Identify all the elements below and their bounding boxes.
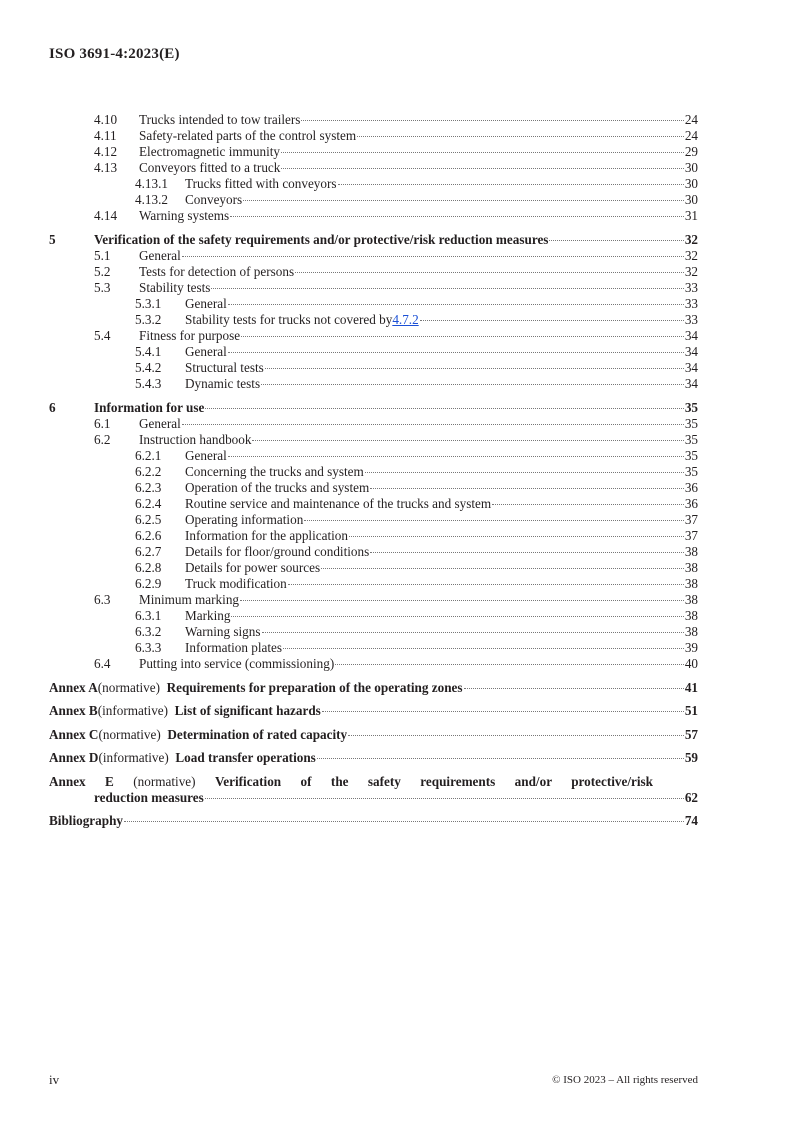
toc-entry-page: 35 — [684, 448, 698, 463]
dot-leader — [283, 648, 684, 649]
toc-entry-title: Truck modification — [185, 576, 287, 591]
dot-leader — [370, 488, 684, 489]
toc-annex-entry[interactable] — [49, 727, 698, 743]
toc-entry-title: Routine service and maintenance of the trucks and system — [185, 496, 492, 511]
dot-leader — [370, 552, 684, 553]
toc-entry-title: Verification of the safety requirements and/or protective/risk reduction measures — [94, 232, 549, 247]
toc-entry[interactable] — [49, 312, 698, 328]
toc-entry[interactable] — [49, 232, 698, 248]
toc-entry-title: Electromagnetic immunity — [139, 144, 280, 159]
toc-entry-number: 4.13 — [94, 160, 118, 175]
toc-entry-number: 6.4 — [94, 656, 111, 671]
toc-entry-title: Stability tests — [139, 280, 211, 295]
toc-entry-page: 30 — [684, 160, 698, 175]
toc-entry-page: 32 — [684, 232, 698, 247]
toc-entry-page: 36 — [684, 496, 698, 511]
toc-entry-page: 32 — [684, 248, 698, 263]
toc-entry-number: 5.4 — [94, 328, 111, 343]
annex-page: 41 — [684, 679, 698, 695]
dot-leader — [182, 256, 684, 257]
toc-entry-title: Tests for detection of persons — [139, 264, 295, 279]
toc-entry-title: Warning systems — [139, 208, 230, 223]
toc-entry-number: 6.2 — [94, 432, 111, 447]
toc-entry[interactable] — [49, 296, 698, 312]
toc-entry[interactable] — [49, 624, 698, 640]
annex-kind: (informative) — [98, 750, 169, 765]
dot-leader — [335, 664, 684, 665]
dot-leader — [301, 120, 683, 121]
toc-entry-number: 6.2.6 — [135, 528, 162, 543]
toc-entry-page: 31 — [684, 208, 698, 223]
toc-entry-page: 38 — [684, 592, 698, 607]
annex-name: Annex C — [49, 726, 99, 742]
dot-leader — [205, 798, 684, 799]
dot-leader — [549, 240, 683, 241]
toc-entry-title: Instruction handbook — [139, 432, 252, 447]
toc-entry-number: 5.4.1 — [135, 344, 162, 359]
dot-leader — [420, 320, 684, 321]
toc-entry[interactable] — [49, 608, 698, 624]
toc-entry[interactable] — [49, 376, 698, 392]
toc-annex-entry[interactable] — [49, 750, 698, 766]
dot-leader — [228, 304, 684, 305]
toc-annex-entry[interactable] — [49, 703, 698, 719]
annex-kind: (normative) — [98, 726, 161, 742]
toc-entry-number: 5.2 — [94, 264, 111, 279]
toc-annex-e-line2[interactable] — [49, 790, 698, 806]
toc-entry-page: 37 — [684, 528, 698, 543]
dot-leader — [288, 584, 684, 585]
dot-leader — [262, 632, 684, 633]
toc-entry-title: Information plates — [185, 640, 283, 655]
toc-entry[interactable] — [49, 496, 698, 512]
toc-entry-number: 4.11 — [94, 128, 117, 143]
toc-entry[interactable] — [49, 176, 698, 192]
toc-entry-title: Concerning the trucks and system — [185, 464, 364, 479]
dot-leader — [365, 472, 684, 473]
annex-name: Annex E — [49, 773, 114, 789]
toc-entry-number: 6.2.7 — [135, 544, 162, 559]
dot-leader — [338, 184, 684, 185]
toc-entry-title: Structural tests — [185, 360, 264, 375]
copyright-notice: © ISO 2023 – All rights reserved — [552, 1074, 698, 1086]
toc-entry-page: 33 — [684, 296, 698, 311]
toc-cross-reference-link[interactable]: 4.7.2 — [392, 312, 419, 327]
toc-entry-title: Marking — [185, 608, 231, 623]
annex-page: 57 — [684, 726, 698, 742]
dot-leader — [348, 735, 684, 736]
toc-entry-page: 34 — [684, 360, 698, 375]
toc-entry[interactable] — [49, 416, 698, 432]
toc-entry[interactable] — [49, 248, 698, 264]
toc-entry[interactable] — [49, 160, 698, 176]
dot-leader — [231, 616, 683, 617]
toc-entry-page: 30 — [684, 192, 698, 207]
toc-entry-page: 35 — [684, 400, 698, 415]
page-number: iv — [49, 1072, 60, 1087]
toc-entry-title: Stability tests for trucks not covered by — [185, 312, 393, 327]
toc-entry[interactable] — [49, 592, 698, 608]
toc-entry[interactable] — [49, 544, 698, 560]
toc-entry[interactable] — [49, 208, 698, 224]
dot-leader — [281, 168, 683, 169]
toc-entry-number: 5.3.1 — [135, 296, 162, 311]
toc-entry-title: Trucks intended to tow trailers — [139, 112, 301, 127]
toc-entry-number: 4.14 — [94, 208, 118, 223]
toc-entry-number: 4.13.1 — [135, 176, 168, 191]
dot-leader — [321, 568, 684, 569]
annex-title: Verification of the safety requirements and/or protective/risk — [214, 773, 654, 789]
toc-entry-number: 6.3 — [94, 592, 111, 607]
toc-entry-title: Details for power sources — [185, 560, 321, 575]
toc-entry-number: 4.13.2 — [135, 192, 168, 207]
toc-entry-title: Operation of the trucks and system — [185, 480, 370, 495]
toc-entry-title: Dynamic tests — [185, 376, 261, 391]
annex-title: Load transfer operations — [175, 750, 316, 765]
toc-entry[interactable] — [49, 448, 698, 464]
toc-entry-number: 4.12 — [94, 144, 118, 159]
toc-entry-page: 38 — [684, 624, 698, 639]
dot-leader — [228, 456, 684, 457]
toc-entry-title: General — [185, 344, 227, 359]
toc-annex-e-line1[interactable] — [49, 774, 653, 790]
toc-entry[interactable] — [49, 144, 698, 160]
dot-leader — [240, 600, 684, 601]
toc-entry-number: 6.2.5 — [135, 512, 162, 527]
toc-entry-number: 5.3 — [94, 280, 111, 295]
toc-entry-title: Putting into service (commissioning) — [139, 656, 335, 671]
toc-entry-page: 35 — [684, 432, 698, 447]
toc-entry-page: 38 — [684, 608, 698, 623]
toc-entry-page: 34 — [684, 328, 698, 343]
toc-entry-number: 6.2.4 — [135, 496, 162, 511]
toc-entry-page: 38 — [684, 576, 698, 591]
toc-entry-title: Warning signs — [185, 624, 261, 639]
dot-leader — [243, 200, 684, 201]
toc-entry-title: Details for floor/ground conditions — [185, 544, 370, 559]
toc-entry[interactable] — [49, 512, 698, 528]
toc-entry[interactable] — [49, 112, 698, 128]
annex-kind: (normative) — [97, 679, 160, 695]
toc-entry[interactable] — [49, 328, 698, 344]
toc-entry[interactable] — [49, 280, 698, 296]
toc-entry-page: 37 — [684, 512, 698, 527]
toc-entry-page: 36 — [684, 480, 698, 495]
dot-leader — [464, 688, 684, 689]
bibliography-title: Bibliography — [49, 813, 124, 828]
dot-leader — [261, 384, 684, 385]
dot-leader — [252, 440, 683, 441]
toc-entry-number: 5.1 — [94, 248, 111, 263]
annex-name: Annex D — [49, 750, 99, 765]
toc-entry-title: Fitness for purpose — [139, 328, 241, 343]
annex-title: Requirements for preparation of the operating zones — [166, 679, 463, 695]
toc-entry-number: 6.2.9 — [135, 576, 162, 591]
toc-entry[interactable] — [49, 360, 698, 376]
toc-entry[interactable] — [49, 576, 698, 592]
toc-entry[interactable] — [49, 560, 698, 576]
toc-entry-title: General — [139, 248, 181, 263]
toc-entry-title: Information for the application — [185, 528, 348, 543]
toc-entry-page: 29 — [684, 144, 698, 159]
dot-leader — [349, 536, 684, 537]
annex-page: 51 — [684, 703, 698, 718]
toc-entry-title: Minimum marking — [139, 592, 240, 607]
toc-entry-number: 5.4.3 — [135, 376, 162, 391]
toc-bibliography-entry[interactable] — [49, 813, 698, 829]
toc-entry-page: 35 — [684, 416, 698, 431]
toc-entry[interactable] — [49, 464, 698, 480]
annex-title: Determination of rated capacity — [167, 726, 348, 742]
dot-leader — [230, 216, 684, 217]
dot-leader — [492, 504, 684, 505]
dot-leader — [322, 711, 684, 712]
dot-leader — [124, 821, 684, 822]
dot-leader — [205, 408, 683, 409]
toc-entry-title: General — [185, 448, 227, 463]
toc-entry-page: 34 — [684, 344, 698, 359]
toc-entry-page: 30 — [684, 176, 698, 191]
dot-leader — [317, 758, 684, 759]
toc-entry-number: 6.1 — [94, 416, 111, 431]
dot-leader — [182, 424, 684, 425]
toc-entry-title: Conveyors — [185, 192, 243, 207]
toc-entry-number: 6.3.2 — [135, 624, 162, 639]
toc-entry[interactable] — [49, 528, 698, 544]
toc-entry-page: 32 — [684, 264, 698, 279]
annex-page: 62 — [684, 789, 698, 805]
toc-entry-number: 6.2.1 — [135, 448, 162, 463]
toc-entry-page: 40 — [684, 656, 698, 671]
toc-entry[interactable] — [49, 432, 698, 448]
toc-entry[interactable] — [49, 640, 698, 656]
table-of-contents — [49, 112, 698, 829]
bibliography-page: 74 — [684, 813, 698, 828]
dot-leader — [295, 272, 684, 273]
annex-kind: (normative) — [133, 773, 196, 789]
toc-entry-page: 39 — [684, 640, 698, 655]
toc-entry-page: 35 — [684, 464, 698, 479]
toc-entry[interactable] — [49, 480, 698, 496]
toc-entry-number: 4.10 — [94, 112, 118, 127]
toc-entry[interactable] — [49, 400, 698, 416]
toc-entry-title: Information for use — [94, 400, 205, 415]
dot-leader — [357, 136, 684, 137]
toc-entry-number: 6.2.8 — [135, 560, 162, 575]
dot-leader — [281, 152, 684, 153]
annex-title: List of significant hazards — [174, 703, 321, 718]
dot-leader — [241, 336, 684, 337]
dot-leader — [304, 520, 684, 521]
toc-entry-number: 5 — [49, 232, 56, 247]
annex-name: Annex A — [49, 679, 98, 695]
toc-entry-title: Conveyors fitted to a truck — [139, 160, 281, 175]
toc-annex-entry[interactable] — [49, 680, 698, 696]
toc-entry[interactable] — [49, 128, 698, 144]
toc-entry-title: Operating information — [185, 512, 304, 527]
toc-entry-page: 38 — [684, 544, 698, 559]
toc-entry-number: 6 — [49, 400, 56, 415]
dot-leader — [265, 368, 684, 369]
toc-entry-number: 5.3.2 — [135, 312, 162, 327]
toc-entry-page: 34 — [684, 376, 698, 391]
dot-leader — [228, 352, 684, 353]
toc-entry-title: Trucks fitted with conveyors — [185, 176, 337, 191]
toc-entry[interactable] — [49, 344, 698, 360]
document-id-header: ISO 3691-4:2023(E) — [49, 46, 180, 62]
toc-entry-title: Safety-related parts of the control system — [139, 128, 357, 143]
toc-entry-page: 33 — [684, 312, 698, 327]
toc-entry-page: 24 — [684, 128, 698, 143]
annex-name: Annex B — [49, 703, 98, 718]
annex-kind: (informative) — [97, 703, 169, 718]
toc-entry[interactable] — [49, 192, 698, 208]
toc-entry[interactable] — [49, 656, 698, 672]
toc-entry-number: 6.3.1 — [135, 608, 162, 623]
toc-entry-title: General — [139, 416, 181, 431]
toc-entry[interactable] — [49, 264, 698, 280]
toc-entry-page: 33 — [684, 280, 698, 295]
toc-entry-title: General — [185, 296, 227, 311]
toc-entry-number: 6.2.3 — [135, 480, 162, 495]
toc-entry-page: 38 — [684, 560, 698, 575]
annex-title-continued: reduction measures — [94, 789, 204, 805]
toc-entry-number: 6.2.2 — [135, 464, 162, 479]
toc-entry-number: 6.3.3 — [135, 640, 162, 655]
annex-page: 59 — [684, 750, 698, 765]
toc-entry-page: 24 — [684, 112, 698, 127]
dot-leader — [211, 288, 683, 289]
toc-entry-number: 5.4.2 — [135, 360, 162, 375]
